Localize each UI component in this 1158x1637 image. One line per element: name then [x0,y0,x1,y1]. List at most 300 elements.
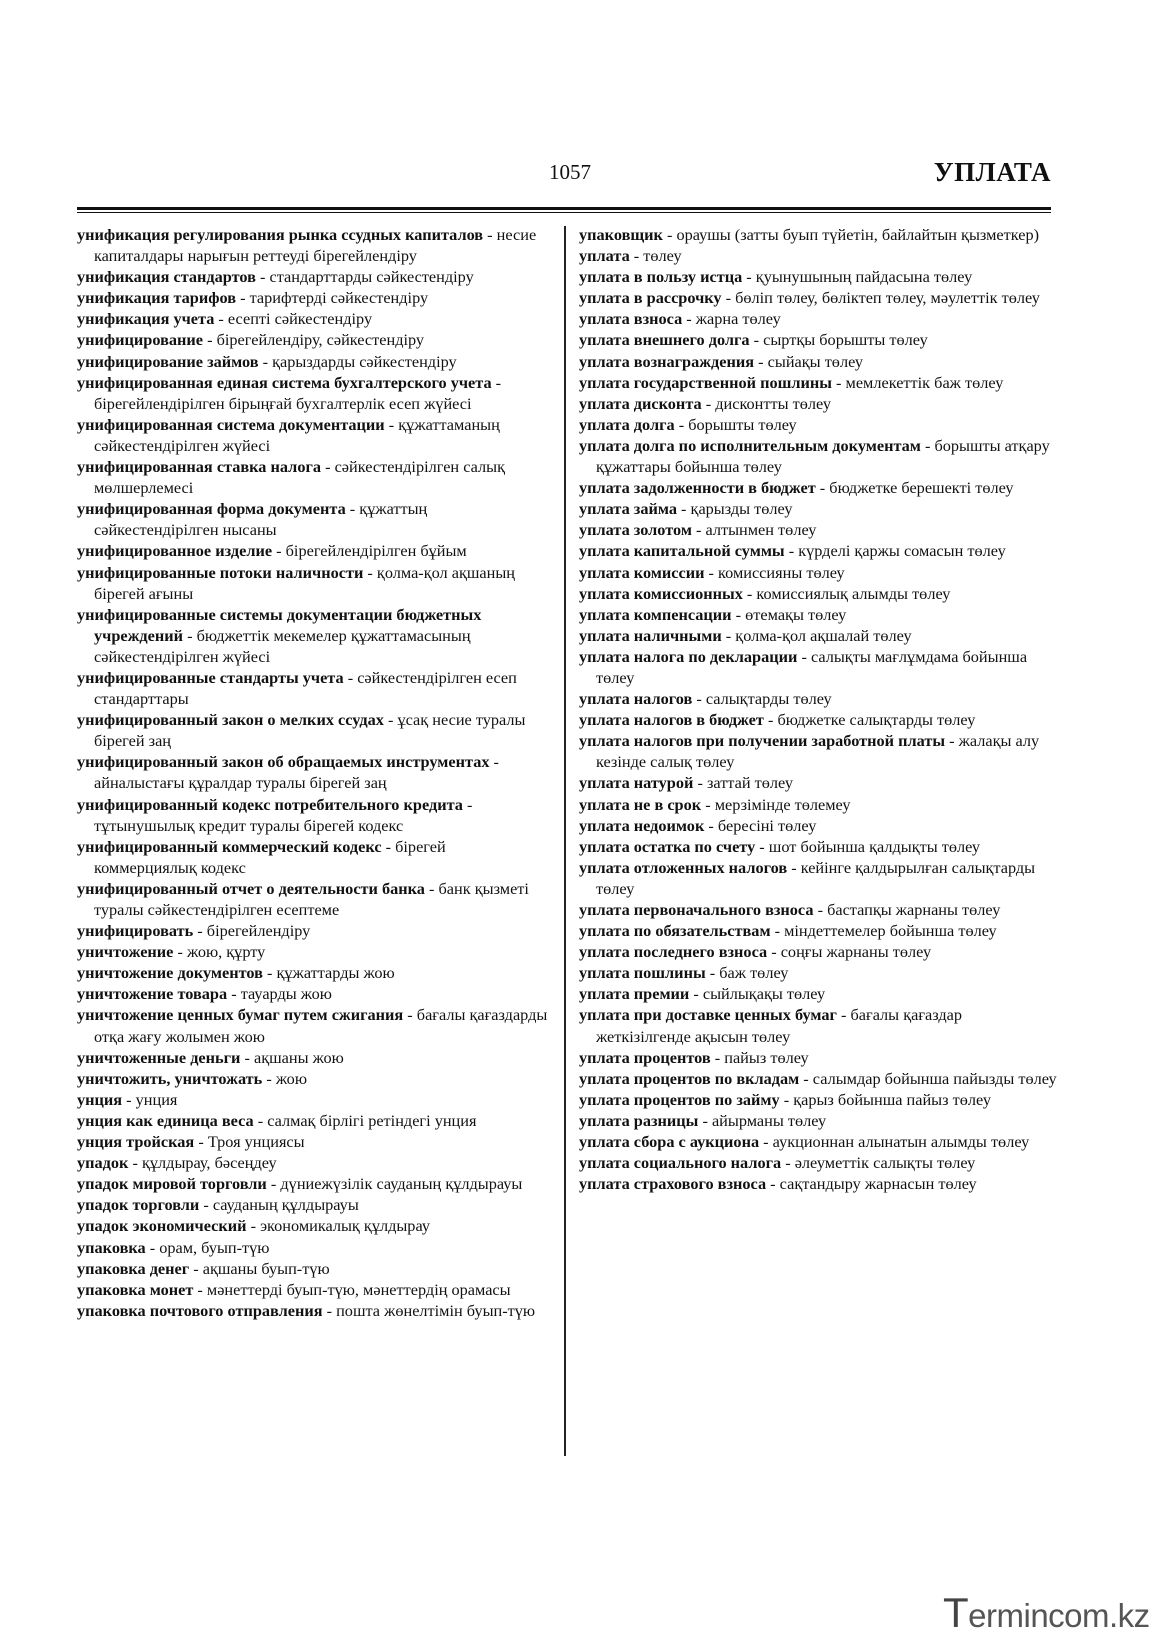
left-column [77,224,549,1321]
entry-separator: - [363,562,377,582]
entry-term: уплата последнего взноса [579,942,768,962]
entry-term: уплата налога по декларации [579,646,798,666]
entry-term: унция [77,1089,123,1109]
entry-definition: бағалы қағаздар жеткізілгенде ақысын төлеу [596,1005,963,1046]
entry-term: уплата компенсации [579,604,732,624]
entry-definition: бірегейлендірілген бұйым [285,541,467,561]
dictionary-entry [579,1068,1057,1089]
dictionary-entry [77,878,549,920]
entry-term: уплата социального налога [579,1153,782,1173]
dictionary-entry [77,709,549,751]
entry-term: уплата долга по исполнительным документам [579,435,921,455]
entry-separator: - [742,267,756,287]
dictionary-entry [579,1047,1057,1068]
entry-definition: борышты төлеу [688,414,797,434]
dictionary-entry [77,351,549,372]
entry-separator: - [755,836,769,856]
entry-term: уплата [579,246,630,266]
entry-term: уплата процентов [579,1047,711,1067]
entry-term: унция как единица веса [77,1110,254,1130]
entry-definition: стандарттарды сәйкестендіру [269,267,474,287]
dictionary-entry [579,224,1057,245]
entry-term: уплата комиссии [579,562,705,582]
dictionary-entry [77,836,549,878]
entry-separator: - [403,1005,417,1025]
entry-separator: - [781,1153,795,1173]
entry-definition: ораушы (затты буып түйетін, байлайтын қызметкер) [676,225,1040,244]
entry-separator: - [321,457,335,477]
entry-definition: пайыз төлеу [724,1047,809,1067]
entry-term: уплата премии [579,984,690,1004]
entry-separator: - [754,351,768,371]
entry-separator: - [462,794,473,814]
entry-definition: комиссияны төлеу [718,562,845,582]
dictionary-entry [77,1194,549,1215]
entry-term: упадок торговли [77,1195,200,1215]
entry-definition: бірегейлендіру [206,921,311,941]
entry-definition: есепті сәйкестендіру [227,309,373,329]
entry-separator: - [262,1068,276,1088]
entry-definition: тауарды жою [240,984,332,1004]
dictionary-entry [77,1215,549,1236]
entry-separator: - [272,541,286,561]
entry-definition: міндеттемелер бойынша төлеу [784,921,997,941]
dictionary-entry [579,1089,1057,1110]
dictionary-entry [579,1004,1057,1046]
entry-term: унифицированные потоки наличности [77,562,364,582]
entry-term: уплата пошлины [579,963,706,983]
entry-definition: сәйкестендірілген есеп стандарттары [94,667,517,709]
entry-definition: құлдырау, бәсеңдеу [141,1153,277,1173]
entry-definition: жою [275,1068,307,1088]
entry-separator: - [629,246,644,266]
entry-definition: банк қызметі туралы сәйкестендірілген есептеме [94,878,529,919]
entry-definition: қарыздарды сәйкестендіру [272,351,457,371]
dictionary-entry [579,709,1057,730]
entry-term: упадок [77,1153,129,1173]
dictionary-entry [77,456,549,498]
dictionary-entry [579,266,1057,287]
entry-separator: - [214,309,228,329]
entry-separator: - [662,225,677,244]
entry-definition: сақтандыру жарнасын төлеу [779,1174,977,1194]
entry-term: уничтожение товара [77,984,228,1004]
dictionary-entry [579,393,1057,414]
entry-definition: бірегейлендірілген бірыңғай бухгалтерлік есеп жүйесі [94,393,472,413]
entry-separator: - [674,414,689,434]
entry-separator: - [483,225,497,244]
entry-separator: - [763,710,778,730]
entry-term: уплата отложенных налогов [579,857,788,877]
entry-term: уплата комиссионных [579,583,743,603]
entry-definition: унция [135,1089,178,1109]
dictionary-entry [579,435,1057,477]
entry-separator: - [203,330,217,350]
entry-separator: - [704,562,719,582]
running-head: УПЛАТА [933,157,1051,187]
entry-separator: - [693,773,707,793]
entry-definition: ақшаны жою [253,1047,344,1067]
entry-definition: бағалы қағаздарды отқа жағу жолымен жою [94,1005,548,1046]
entry-term: унифицированные стандарты учета [77,667,344,687]
dictionary-entry [77,287,549,308]
entry-term: уплата долга [579,414,675,434]
entry-separator: - [381,836,396,856]
entry-definition: айналыстағы құралдар туралы бірегей заң [94,773,387,793]
entry-separator: - [384,414,399,434]
entry-definition: дисконтты төлеу [715,393,831,413]
dictionary-entry [77,1152,549,1173]
dictionary-entry [77,941,549,962]
dictionary-entry [77,540,549,561]
entry-term: упаковка денег [77,1258,190,1278]
entry-separator: - [831,372,846,392]
dictionary-entry [579,329,1057,350]
entry-separator: - [227,984,241,1004]
entry-term: унифицированный кодекс потребительного кредита [77,794,463,814]
entry-term: уплата процентов по займу [579,1089,780,1109]
entry-definition: салықты мағлұмдама бойынша төлеу [596,646,1028,687]
entry-separator: - [767,942,781,962]
dictionary-entry [579,477,1057,498]
dictionary-entry [77,1110,549,1131]
entry-definition: жою, құрту [186,942,266,962]
entry-separator: - [128,1153,142,1173]
entry-separator: - [253,1110,268,1130]
entry-separator: - [721,625,736,645]
entry-separator: - [701,794,715,814]
entry-separator: - [784,541,799,561]
entry-definition: бюджеттік мекемелер құжаттамасының сәйкестендірілген жүйесі [94,625,471,666]
dictionary-entry [579,920,1057,941]
entry-separator: - [122,1089,136,1109]
entry-definition: несие капиталдары нарығын реттеуді бірегейлендіру [94,225,537,266]
dictionary-entry [77,794,549,836]
entry-separator: - [199,1195,213,1215]
entry-definition: бірегей коммерциялық кодекс [94,836,446,877]
entry-definition: әлеуметтік салықты төлеу [794,1153,976,1173]
entry-separator: - [920,435,935,455]
dictionary-entry [77,1173,549,1194]
dictionary-entry [77,1047,549,1068]
dictionary-entry [77,498,549,540]
entry-separator: - [770,921,785,941]
dictionary-entry [77,1237,549,1258]
entry-separator: - [749,330,764,350]
entry-separator: - [815,478,830,498]
entry-term: уплата процентов по вкладам [579,1068,800,1088]
entry-definition: сыйақы төлеу [767,351,864,371]
dictionary-entry [579,815,1057,836]
entry-separator: - [705,963,720,983]
entry-definition: сауданың құлдырауы [212,1195,359,1215]
entry-definition: ақшаны буып-түю [202,1258,330,1278]
entry-definition: дүниежүзілік сауданың құлдырауы [280,1174,523,1194]
entry-term: уплата страхового взноса [579,1174,767,1194]
entry-definition: бөліп төлеу, бөліктеп төлеу, мәулеттік төлеу [735,288,1040,308]
entry-term: уплата золотом [579,520,692,540]
entry-definition: күрделі қаржы сомасын төлеу [798,541,1006,561]
dictionary-entry [579,1173,1057,1194]
entry-term: уничтожить, уничтожать [77,1068,263,1088]
entry-separator: - [255,267,270,287]
watermark-text: ermincom.kz [968,1597,1150,1634]
entry-term: упадок мировой торговли [77,1174,267,1194]
entry-term: уплата внешнего долга [579,330,750,350]
dictionary-entry [77,751,549,793]
dictionary-entry [579,962,1057,983]
dictionary-entry [579,351,1057,372]
entry-term: унифицированный отчет о деятельности банка [77,878,425,898]
dictionary-entry [579,372,1057,393]
entry-definition: кейінге қалдырылған салықтарды төлеу [596,857,1036,898]
dictionary-entry [77,224,549,266]
entry-separator: - [766,1174,780,1194]
entry-definition: мемлекеттік баж төлеу [845,372,1004,392]
entry-term: уплата дисконта [579,393,702,413]
dictionary-entry [579,899,1057,920]
entry-separator: - [698,1110,712,1130]
entry-term: уплата в пользу истца [579,267,743,287]
entry-definition: қолма-қол ақшаның бірегей ағыны [94,562,516,603]
entry-term: уплата первоначального взноса [579,900,814,919]
dictionary-entry [579,836,1057,857]
entry-term: уплата сбора с аукциона [579,1132,760,1152]
entry-definition: соңғы жарнаны төлеу [780,942,932,962]
entry-term: унифицированная ставка налога [77,457,321,477]
dictionary-entry [77,604,549,667]
entry-separator: - [721,288,736,308]
entry-term: унифицирование [77,330,204,350]
entry-term: уплата взноса [579,309,683,329]
entry-term: уплата государственной пошлины [579,372,832,392]
entry-term: уничтожение документов [77,963,263,983]
dictionary-entry [579,688,1057,709]
dictionary-entry [579,498,1057,519]
entry-term: уничтожение [77,942,174,962]
dictionary-entry [579,772,1057,793]
entry-definition: қарыз бойынша пайыз төлеу [793,1089,991,1109]
entry-term: унифицированный закон об обращаемых инструментах [77,752,490,772]
entry-separator: - [682,309,696,329]
entry-term: уплата вознаграждения [579,351,755,371]
entry-term: уплата при доставке ценных бумаг [579,1005,837,1025]
dictionary-entry [579,414,1057,435]
entry-definition: салымдар бойынша пайызды төлеу [812,1068,1057,1088]
entry-separator: - [145,1237,160,1257]
dictionary-entry [579,983,1057,1004]
header-rule-thin [77,212,1051,213]
dictionary-entry [579,857,1057,899]
entry-term: унция тройская [77,1132,195,1152]
dictionary-entry [77,667,549,709]
dictionary-entry [77,372,549,414]
entry-separator: - [676,499,691,519]
dictionary-entry [77,414,549,456]
entry-definition: қарызды төлеу [690,499,793,519]
entry-definition: мерзімінде төлемеу [714,794,851,814]
entry-separator: - [759,1132,773,1152]
dictionary-entry [579,646,1057,688]
entry-definition: құжаттаманың сәйкестендірілген жүйесі [94,414,500,455]
dictionary-entry [77,1300,549,1321]
entry-separator: - [193,1279,207,1299]
entry-term: уплата задолженности в бюджет [579,478,816,498]
entry-separator: - [710,1047,725,1067]
entry-definition: бастапқы жарнаны төлеу [827,900,1001,919]
watermark-logo [943,1583,1150,1636]
dictionary-entry [77,1089,549,1110]
entry-term: уплата капитальной суммы [579,541,785,561]
entry-term: уплата наличными [579,625,722,645]
entry-definition: бересіні төлеу [717,815,817,835]
entry-definition: құжаттарды жою [276,963,395,983]
dictionary-entry [579,794,1057,815]
dictionary-entry [579,941,1057,962]
entry-separator: - [813,900,828,919]
right-column [579,224,1057,1194]
entry-definition: айырманы төлеу [711,1110,827,1130]
entry-separator: - [489,752,499,772]
dictionary-entry [579,519,1057,540]
dictionary-entry [579,308,1057,329]
entry-separator: - [836,1005,851,1025]
entry-definition: жарна төлеу [695,309,781,329]
entry-separator: - [779,1089,794,1109]
dictionary-entry [77,329,549,350]
entry-separator: - [240,1047,254,1067]
entry-separator: - [945,731,959,751]
entry-term: уплата налогов при получении заработной платы [579,731,946,751]
entry-separator: - [345,499,360,519]
dictionary-entry [77,1279,549,1300]
entry-term: унифицирование займов [77,351,259,371]
dictionary-entry [77,266,549,287]
entry-definition: сыртқы борышты төлеу [763,330,928,350]
entry-term: уплата разницы [579,1110,699,1130]
dictionary-entry [77,1131,549,1152]
dictionary-entry [579,245,1057,266]
entry-term: унифицированная система документации [77,414,385,434]
entry-separator: - [704,815,718,835]
entry-separator: - [246,1216,261,1236]
dictionary-entry [77,983,549,1004]
entry-term: унификация стандартов [77,267,256,287]
entry-definition: тарифтерді сәйкестендіру [249,288,429,308]
entry-separator: - [797,646,811,666]
entry-definition: комиссиялық алымды төлеу [756,583,951,603]
entry-definition: өтемақы төлеу [745,604,847,624]
entry-separator: - [262,963,277,983]
entry-term: уничтоженные деньги [77,1047,241,1067]
entry-separator: - [183,625,197,645]
entry-definition: салықтарды төлеу [705,689,832,709]
entry-separator: - [193,921,207,941]
entry-definition: бірегейлендіру, сәйкестендіру [216,330,425,350]
entry-term: уплата займа [579,499,677,519]
dictionary-entry [579,540,1057,561]
entry-definition: төлеу [643,246,682,266]
entry-term: уплата не в срок [579,794,702,814]
entry-definition: бюджетке берешекті төлеу [829,478,1014,498]
entry-definition: шот бойынша қалдықты төлеу [768,836,981,856]
entry-term: упаковка [77,1237,146,1257]
entry-separator: - [731,604,746,624]
entry-separator: - [692,689,706,709]
entry-term: упадок экономический [77,1216,247,1236]
entry-term: унифицированная форма документа [77,499,346,519]
entry-separator: - [322,1300,337,1320]
watermark-initial: T [943,1589,969,1636]
entry-definition: мәнеттерді буып-түю, мәнеттердің орамасы [206,1279,511,1299]
column-divider [564,226,566,1456]
dictionary-entry [77,920,549,941]
entry-definition: тұтынушылық кредит туралы бірегей кодекс [94,815,404,835]
entry-term: унифицированное изделие [77,541,273,561]
dictionary-entry [77,962,549,983]
entry-term: уничтожение ценных бумаг путем сжигания [77,1005,404,1025]
dictionary-entry [579,1131,1057,1152]
dictionary-entry [77,1004,549,1046]
dictionary-entry [579,730,1057,772]
entry-separator: - [173,942,187,962]
entry-term: унификация регулирования рынка ссудных капиталов [77,225,484,244]
entry-term: унифицировать [77,921,194,941]
entry-term: унификация тарифов [77,288,237,308]
entry-separator: - [787,857,801,877]
entry-definition: борышты атқару құжаттары бойынша төлеу [596,435,1050,477]
dictionary-entry [77,562,549,604]
entry-definition: бюджетке салықтарды төлеу [777,710,976,730]
entry-separator: - [383,710,398,730]
entry-separator: - [691,520,706,540]
entry-term: уплата налогов в бюджет [579,710,764,730]
entry-term: уплата налогов [579,689,693,709]
dictionary-entry [77,1258,549,1279]
dictionary-entry [77,1068,549,1089]
entry-definition: сыйлықақы төлеу [702,984,826,1004]
header-rule-thick [77,207,1051,210]
page-number: 1057 [549,160,591,184]
entry-term: унифицированный закон о мелких ссудах [77,710,384,730]
entry-separator: - [689,984,703,1004]
entry-term: уплата недоимок [579,815,705,835]
dictionary-entry [579,625,1057,646]
dictionary-entry [579,604,1057,625]
entry-definition: салмақ бірлігі ретіндегі унция [267,1110,477,1130]
entry-separator: - [258,351,273,371]
entry-term: упаковщик [579,225,663,244]
entry-separator: - [799,1068,813,1088]
entry-separator: - [701,393,716,413]
entry-definition: қуынушының пайдасына төлеу [755,267,973,287]
entry-term: унифицированные системы документации бюджетных учреждений [77,604,482,645]
entry-definition: экономикалық құлдырау [260,1216,430,1236]
entry-definition: ұсақ несие туралы бірегей заң [94,710,526,751]
dictionary-entry [579,287,1057,308]
entry-separator: - [194,1132,208,1152]
entry-term: уплата по обязательствам [579,921,771,941]
entry-separator: - [236,288,250,308]
entry-definition: баж төлеу [719,963,789,983]
dictionary-entry [579,583,1057,604]
entry-separator: - [491,372,502,392]
entry-term: унифицированный коммерческий кодекс [77,836,382,856]
entry-definition: сәйкестендірілген салық мөлшерлемесі [94,457,505,498]
entry-definition: орам, буып-түю [159,1237,270,1257]
entry-definition: аукционнан алынатын алымды төлеу [772,1132,1030,1152]
entry-term: унификация учета [77,309,215,329]
